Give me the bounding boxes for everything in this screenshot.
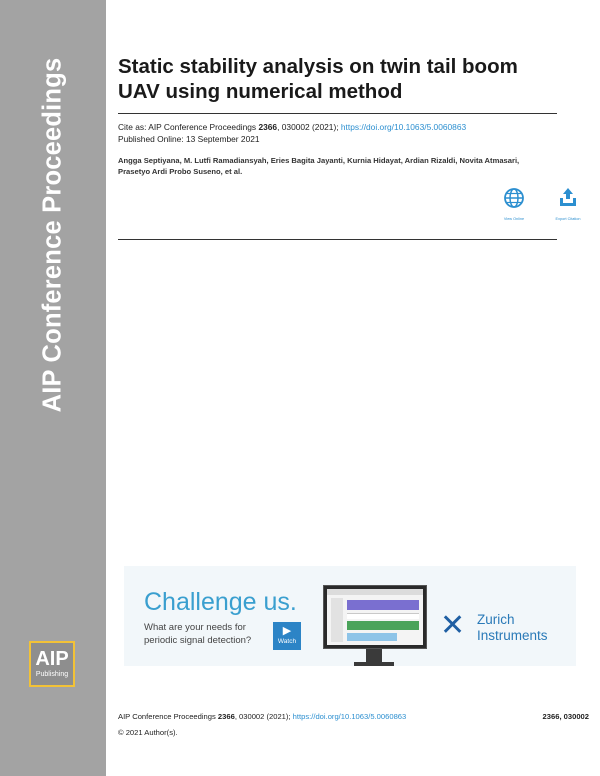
- footer-page-ref: 2366, 030002: [542, 712, 589, 721]
- footer-citation: [118, 712, 406, 721]
- article-title: [118, 54, 558, 104]
- sidebar: [0, 0, 106, 776]
- watch-label: Watch: [277, 638, 297, 645]
- authors: [118, 155, 563, 177]
- journal-name: AIP Conference Proceedings: [38, 57, 67, 413]
- ad-subtext: [144, 621, 294, 647]
- aip-publishing-logo[interactable]: [29, 641, 75, 687]
- cite-rest: , 030002 (2021);: [277, 122, 341, 132]
- watch-button[interactable]: [273, 622, 301, 650]
- authors-line-1: Angga Septiyana, M. Lutfi Ramadiansyah, Eries Bagita Jayanti, Kurnia Hidayat, Ardian Rizaldi, Novita Atmasari,: [118, 156, 520, 165]
- divider-bottom: [118, 239, 557, 240]
- ad-headline: Challenge us.: [144, 588, 297, 616]
- monitor-screen: [327, 589, 423, 645]
- export-citation-label: Export Citation: [555, 217, 581, 221]
- footer-cite-prefix: AIP Conference Proceedings: [118, 712, 218, 721]
- logo-bottom-text: Publishing: [35, 671, 69, 678]
- footer-doi-link[interactable]: https://doi.org/10.1063/5.0060863: [292, 712, 407, 721]
- doi-link[interactable]: https://doi.org/10.1063/5.0060863: [340, 122, 467, 132]
- export-citation-button[interactable]: [548, 187, 588, 221]
- title-line-2: UAV using numerical method: [118, 80, 403, 103]
- divider-top: [118, 113, 557, 114]
- ad-subtext-line-2: periodic signal detection?: [144, 635, 252, 646]
- advertisement-banner[interactable]: [124, 566, 576, 666]
- published-date: Published Online: 13 September 2021: [118, 134, 260, 144]
- view-online-label: View Online: [503, 217, 525, 221]
- brand-line-2: Instruments: [477, 628, 548, 643]
- cite-volume: 2366: [258, 122, 278, 132]
- brand-name: [477, 612, 548, 644]
- logo-top-text: AIP: [35, 648, 69, 670]
- globe-icon: [503, 187, 525, 209]
- ad-subtext-line-1: What are your needs for: [144, 622, 246, 633]
- cite-prefix: Cite as: AIP Conference Proceedings: [118, 122, 259, 132]
- citation: [118, 122, 466, 132]
- footer-cite-volume: 2366: [217, 712, 235, 721]
- title-line-1: Static stability analysis on twin tail boom: [118, 55, 518, 78]
- export-icon: [557, 187, 579, 209]
- footer-cite-rest: , 030002 (2021);: [234, 712, 293, 721]
- footer-copyright: © 2021 Author(s).: [118, 728, 178, 737]
- brand-line-1: Zurich: [477, 612, 515, 627]
- play-icon: ▶: [282, 625, 292, 637]
- view-online-button[interactable]: [494, 187, 534, 221]
- authors-line-2: Prasetyo Ardi Probo Suseno, et al.: [118, 167, 243, 176]
- zurich-logo-icon: ✕: [440, 609, 466, 642]
- monitor-image: [323, 585, 427, 649]
